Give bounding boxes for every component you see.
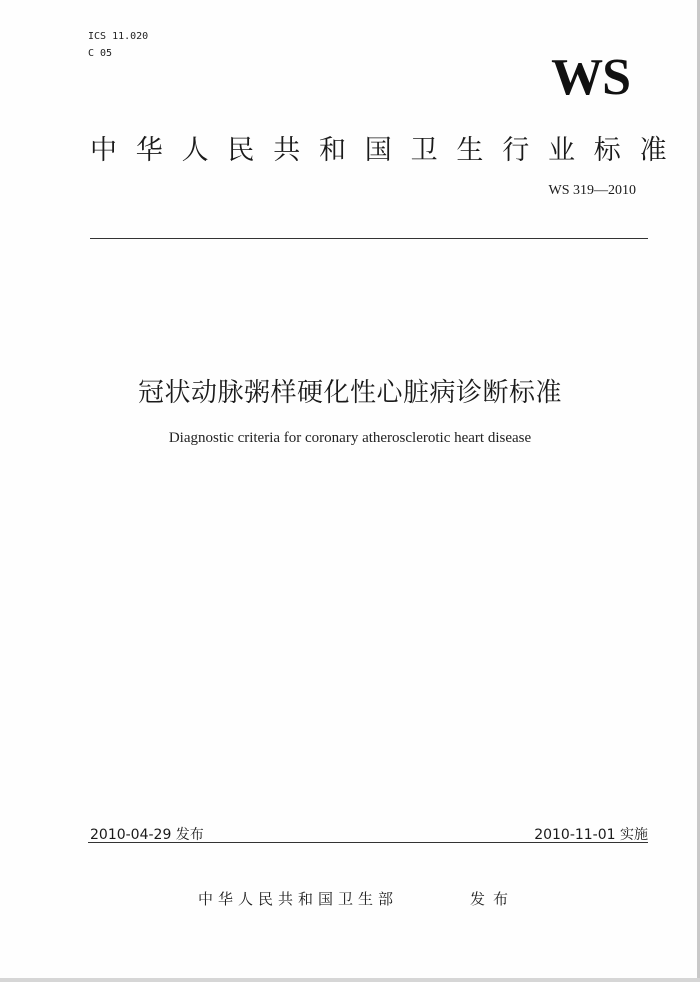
issue-date: 2010-04-29 发布	[90, 827, 204, 843]
footer-divider	[88, 842, 648, 843]
ws-logo: WS	[551, 49, 630, 106]
publish-label: 发布	[470, 890, 517, 908]
publisher-name: 中华人民共和国卫生部	[198, 890, 399, 908]
document-title-en: Diagnostic criteria for coronary atherosclerotic heart disease	[168, 430, 532, 446]
standard-number: WS 319—2010	[548, 183, 636, 198]
implementation-date: 2010-11-01 实施	[534, 827, 648, 843]
ics-code: ICS 11.020	[88, 31, 149, 42]
scan-bottom-edge	[0, 978, 700, 982]
document-title-cn: 冠状动脉粥样硬化性心脏病诊断标准	[137, 378, 562, 408]
classification-block	[88, 28, 148, 62]
ccs-code: C 05	[88, 48, 113, 59]
header-divider	[90, 238, 648, 239]
organization-title: 中华人民共和国卫生行业标准	[90, 135, 686, 166]
